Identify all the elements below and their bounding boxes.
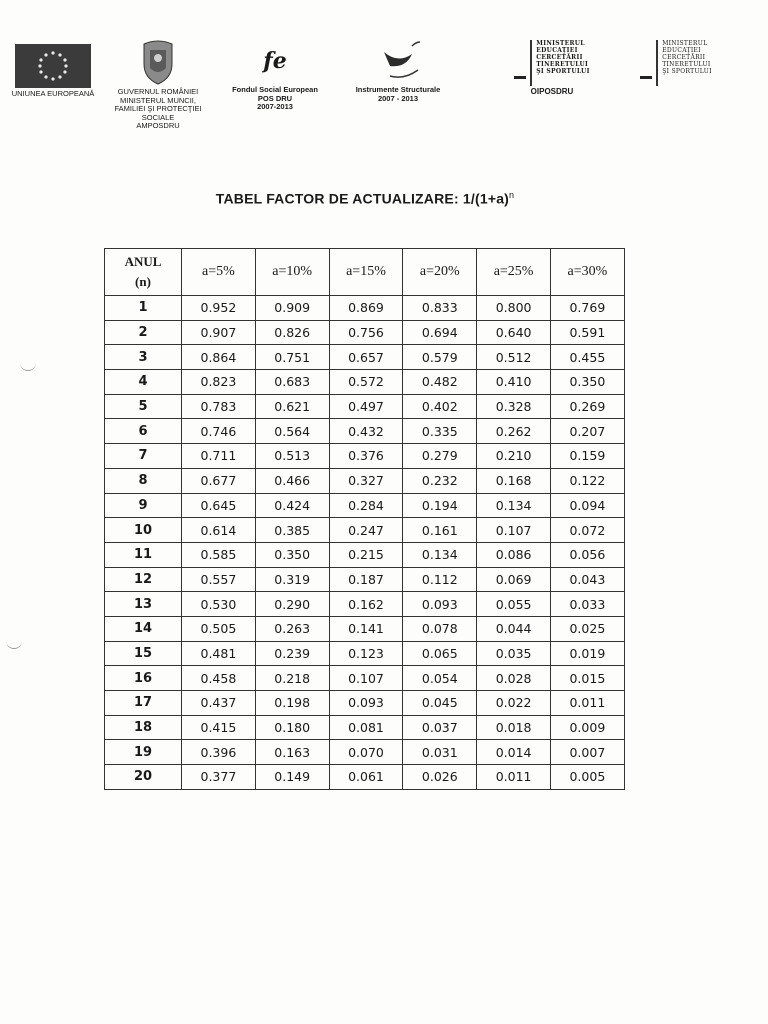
factor-cell: 0.869: [329, 296, 403, 321]
factor-cell: 0.065: [403, 641, 477, 666]
factor-cell: 0.497: [329, 394, 403, 419]
factor-cell: 0.107: [329, 666, 403, 691]
factor-cell: 0.466: [255, 468, 329, 493]
factor-cell: 0.043: [550, 567, 624, 592]
title-superscript: n: [509, 190, 515, 200]
ministry-text: [536, 40, 589, 75]
year-cell: 13: [105, 592, 182, 617]
factor-cell: 0.022: [477, 691, 551, 716]
year-cell: 5: [105, 394, 182, 419]
factor-cell: 0.194: [403, 493, 477, 518]
table-row: [105, 320, 625, 345]
factor-cell: 0.055: [477, 592, 551, 617]
factor-cell: 0.149: [255, 765, 329, 790]
factor-cell: 0.005: [550, 765, 624, 790]
logo-uniunea-europeana: [8, 44, 98, 99]
year-column-header: [105, 249, 182, 296]
rate-column-header: a=30%: [550, 249, 624, 296]
factor-cell: 0.033: [550, 592, 624, 617]
factor-cell: 0.031: [403, 740, 477, 765]
factor-cell: 0.769: [550, 296, 624, 321]
year-cell: 9: [105, 493, 182, 518]
logo-caption-line: 2007-2013: [257, 102, 293, 111]
factor-cell: 0.335: [403, 419, 477, 444]
table-row: [105, 542, 625, 567]
title-text: TABEL FACTOR DE ACTUALIZARE: 1/(1+a): [215, 190, 510, 207]
factor-cell: 0.215: [329, 542, 403, 567]
factor-cell: 0.530: [182, 592, 256, 617]
factor-cell: 0.263: [255, 616, 329, 641]
factor-cell: 0.232: [403, 468, 477, 493]
factor-cell: 0.377: [182, 765, 256, 790]
factor-cell: 0.350: [550, 370, 624, 395]
factor-cell: 0.028: [477, 666, 551, 691]
factor-cell: 0.751: [255, 345, 329, 370]
factor-cell: 0.833: [403, 296, 477, 321]
ministry-logo-mark: [640, 40, 712, 88]
year-cell: 3: [105, 345, 182, 370]
ministry-text-line: CERCETĂRII: [662, 54, 706, 61]
scan-mark: [6, 640, 22, 649]
logo-ministerul-educatiei: [640, 40, 712, 88]
logo-caption-line: Instrumente Structurale: [355, 85, 441, 94]
table-row: [105, 641, 625, 666]
factor-cell: 0.328: [477, 394, 551, 419]
table-row: [105, 765, 625, 790]
divider-bar: [656, 40, 658, 86]
factor-cell: 0.864: [182, 345, 256, 370]
factor-cell: 0.284: [329, 493, 403, 518]
table-row: [105, 518, 625, 543]
factor-cell: 0.640: [477, 320, 551, 345]
factor-cell: 0.070: [329, 740, 403, 765]
factor-cell: 0.481: [182, 641, 256, 666]
scan-mark: [20, 362, 36, 371]
table-row: [105, 666, 625, 691]
factor-cell: 0.123: [329, 641, 403, 666]
year-header-line: ANUL: [124, 254, 162, 269]
logo-fondul-social-european: [222, 46, 328, 112]
factor-cell: 0.134: [403, 542, 477, 567]
factor-cell: 0.591: [550, 320, 624, 345]
factor-cell: 0.823: [182, 370, 256, 395]
table-row: [105, 394, 625, 419]
factor-cell: 0.168: [477, 468, 551, 493]
factor-cell: 0.402: [403, 394, 477, 419]
flag-icon: [514, 76, 526, 79]
table-header-row: [105, 249, 625, 296]
factor-cell: 0.247: [329, 518, 403, 543]
divider-bar: [530, 40, 532, 86]
rate-column-header: a=5%: [182, 249, 256, 296]
table-row: [105, 740, 625, 765]
factor-cell: 0.746: [182, 419, 256, 444]
factor-cell: 0.134: [477, 493, 551, 518]
table-row: [105, 493, 625, 518]
factor-cell: 0.458: [182, 666, 256, 691]
ministry-text-line: EDUCAŢIEI: [536, 47, 578, 54]
factor-cell: 0.198: [255, 691, 329, 716]
year-cell: 17: [105, 691, 182, 716]
rate-column-header: a=20%: [403, 249, 477, 296]
factor-cell: 0.424: [255, 493, 329, 518]
logo-caption-line: SOCIALE: [141, 112, 175, 122]
factor-cell: 0.056: [550, 542, 624, 567]
year-header-line: (n): [135, 274, 151, 289]
factor-cell: 0.513: [255, 444, 329, 469]
year-cell: 12: [105, 567, 182, 592]
year-cell: 8: [105, 468, 182, 493]
rate-column-header: a=10%: [255, 249, 329, 296]
table-row: [105, 370, 625, 395]
factor-cell: 0.007: [550, 740, 624, 765]
eu-flag-icon: [15, 44, 91, 88]
factor-cell: 0.011: [550, 691, 624, 716]
instrumente-structurale-icon: [340, 40, 456, 86]
factor-cell: 0.279: [403, 444, 477, 469]
factor-cell: 0.756: [329, 320, 403, 345]
year-cell: 2: [105, 320, 182, 345]
ministry-text-line: ŞI SPORTULUI: [536, 68, 590, 75]
rate-column-header: a=25%: [477, 249, 551, 296]
factor-cell: 0.072: [550, 518, 624, 543]
factor-cell: 0.081: [329, 715, 403, 740]
factor-cell: 0.645: [182, 493, 256, 518]
factor-cell: 0.585: [182, 542, 256, 567]
ministry-text: [662, 40, 712, 75]
year-cell: 19: [105, 740, 182, 765]
factor-cell: 0.054: [403, 666, 477, 691]
factor-cell: 0.290: [255, 592, 329, 617]
year-cell: 1: [105, 296, 182, 321]
factor-cell: 0.907: [182, 320, 256, 345]
table-row: [105, 444, 625, 469]
factor-cell: 0.557: [182, 567, 256, 592]
factor-cell: 0.210: [477, 444, 551, 469]
year-cell: 16: [105, 666, 182, 691]
factor-cell: 0.512: [477, 345, 551, 370]
factor-cell: 0.163: [255, 740, 329, 765]
factor-cell: 0.410: [477, 370, 551, 395]
year-cell: 10: [105, 518, 182, 543]
factor-cell: 0.044: [477, 616, 551, 641]
factor-cell: 0.826: [255, 320, 329, 345]
factor-cell: 0.187: [329, 567, 403, 592]
factor-cell: 0.269: [550, 394, 624, 419]
factor-cell: 0.350: [255, 542, 329, 567]
discount-factor-table: [104, 248, 625, 790]
factor-cell: 0.112: [403, 567, 477, 592]
table-row: [105, 567, 625, 592]
ministry-text-line: MINISTERUL: [662, 40, 708, 47]
factor-cell: 0.159: [550, 444, 624, 469]
factor-cell: 0.432: [329, 419, 403, 444]
factor-cell: 0.011: [477, 765, 551, 790]
table-row: [105, 345, 625, 370]
factor-cell: 0.180: [255, 715, 329, 740]
factor-cell: 0.482: [403, 370, 477, 395]
logo-caption-line: MINISTERUL MUNCII,: [120, 95, 196, 105]
factor-cell: 0.207: [550, 419, 624, 444]
factor-cell: 0.239: [255, 641, 329, 666]
factor-cell: 0.657: [329, 345, 403, 370]
factor-cell: 0.094: [550, 493, 624, 518]
factor-cell: 0.086: [477, 542, 551, 567]
factor-cell: 0.161: [403, 518, 477, 543]
factor-cell: 0.015: [550, 666, 624, 691]
logo-caption: OIPOSDRU: [530, 87, 574, 96]
factor-cell: 0.683: [255, 370, 329, 395]
logo-oiposdru: [510, 40, 594, 97]
factor-cell: 0.018: [477, 715, 551, 740]
year-cell: 18: [105, 715, 182, 740]
factor-cell: 0.141: [329, 616, 403, 641]
factor-cell: 0.385: [255, 518, 329, 543]
factor-cell: 0.122: [550, 468, 624, 493]
logo-caption-line: FAMILIEI ŞI PROTECŢIEI: [114, 104, 202, 113]
year-cell: 4: [105, 370, 182, 395]
factor-cell: 0.396: [182, 740, 256, 765]
ministry-logo-mark: [510, 40, 594, 88]
rate-column-header: a=15%: [329, 249, 403, 296]
factor-cell: 0.455: [550, 345, 624, 370]
year-cell: 15: [105, 641, 182, 666]
factor-cell: 0.572: [329, 370, 403, 395]
factor-cell: 0.037: [403, 715, 477, 740]
year-cell: 11: [105, 542, 182, 567]
logo-guvernul-romaniei: [108, 38, 208, 131]
factor-cell: 0.694: [403, 320, 477, 345]
factor-cell: 0.614: [182, 518, 256, 543]
table-row: [105, 592, 625, 617]
factor-cell: 0.579: [403, 345, 477, 370]
flag-icon: [640, 76, 652, 79]
year-cell: 14: [105, 616, 182, 641]
factor-cell: 0.621: [255, 394, 329, 419]
ministry-text-line: EDUCAŢIEI: [662, 47, 701, 54]
factor-cell: 0.009: [550, 715, 624, 740]
factor-cell: 0.415: [182, 715, 256, 740]
factor-cell: 0.093: [329, 691, 403, 716]
factor-cell: 0.035: [477, 641, 551, 666]
coat-of-arms-icon: [138, 38, 178, 86]
ministry-text-line: ŞI SPORTULUI: [662, 68, 712, 75]
page-title: [150, 190, 580, 207]
factor-cell: 0.107: [477, 518, 551, 543]
logo-caption-line: Fondul Social European: [232, 85, 318, 94]
factor-cell: 0.711: [182, 444, 256, 469]
factor-cell: 0.677: [182, 468, 256, 493]
factor-cell: 0.026: [403, 765, 477, 790]
table-row: [105, 468, 625, 493]
factor-cell: 0.019: [550, 641, 624, 666]
factor-cell: 0.025: [550, 616, 624, 641]
ministry-text-line: CERCETĂRII: [536, 54, 583, 61]
factor-cell: 0.319: [255, 567, 329, 592]
factor-cell: 0.800: [477, 296, 551, 321]
factor-cell: 0.078: [403, 616, 477, 641]
logo-caption-line: POS DRU: [257, 93, 293, 103]
factor-cell: 0.045: [403, 691, 477, 716]
ministry-text-line: TINERETULUI: [662, 61, 711, 68]
factor-cell: 0.783: [182, 394, 256, 419]
ministry-text-line: MINISTERUL: [536, 40, 585, 47]
logo-caption: UNIUNEA EUROPEANĂ: [11, 89, 95, 98]
table-row: [105, 691, 625, 716]
fse-logo-mark: fe: [263, 48, 287, 74]
year-cell: 6: [105, 419, 182, 444]
factor-cell: 0.061: [329, 765, 403, 790]
factor-cell: 0.327: [329, 468, 403, 493]
logo-caption-line: 2007 - 2013: [377, 93, 419, 103]
year-cell: 7: [105, 444, 182, 469]
year-cell: 20: [105, 765, 182, 790]
factor-cell: 0.069: [477, 567, 551, 592]
logo-caption-line: AMPOSDRU: [136, 121, 180, 130]
logo-instrumente-structurale: [340, 40, 456, 103]
factor-cell: 0.437: [182, 691, 256, 716]
factor-cell: 0.505: [182, 616, 256, 641]
table-row: [105, 715, 625, 740]
factor-cell: 0.909: [255, 296, 329, 321]
factor-cell: 0.262: [477, 419, 551, 444]
ministry-text-line: TINERETULUI: [536, 61, 589, 68]
factor-cell: 0.162: [329, 592, 403, 617]
table-body: [105, 296, 625, 790]
factor-cell: 0.952: [182, 296, 256, 321]
factor-cell: 0.014: [477, 740, 551, 765]
table-row: [105, 419, 625, 444]
table-row: [105, 616, 625, 641]
factor-cell: 0.218: [255, 666, 329, 691]
factor-cell: 0.564: [255, 419, 329, 444]
logo-caption-line: GUVERNUL ROMÂNIEI: [117, 87, 199, 96]
factor-cell: 0.376: [329, 444, 403, 469]
factor-cell: 0.093: [403, 592, 477, 617]
table-row: [105, 296, 625, 321]
